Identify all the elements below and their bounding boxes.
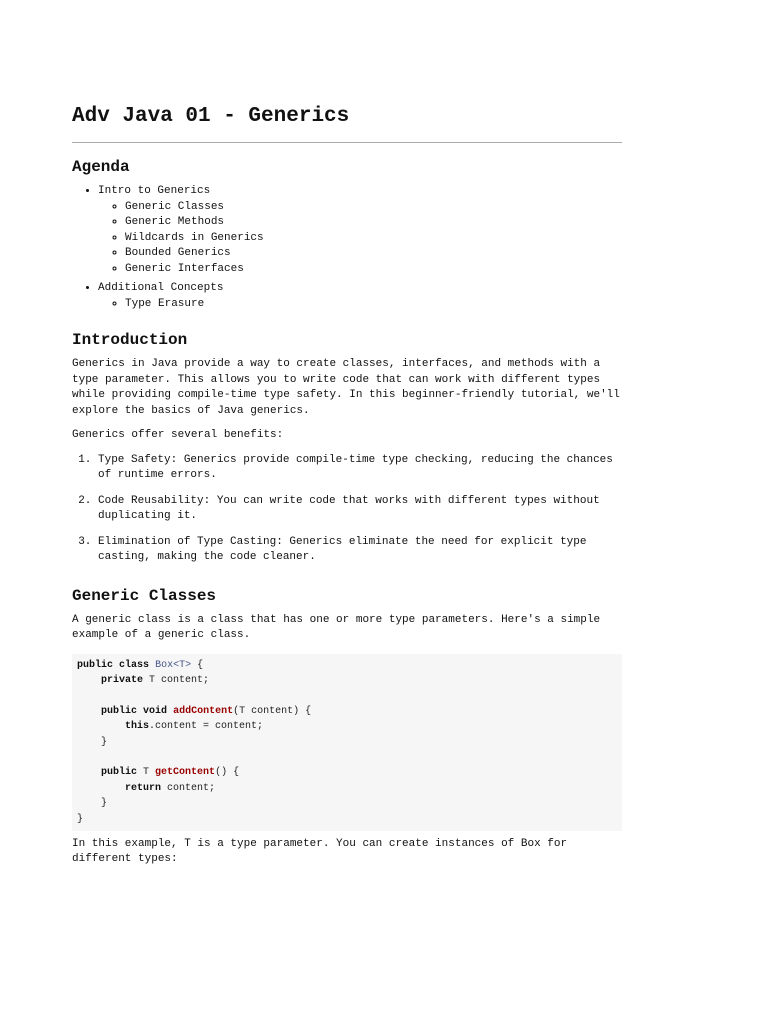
code-text: T	[137, 767, 156, 779]
benefit-item: 1. Type Safety: Generics provide compile-time type checking, reducing the chances of runtime errors.	[98, 453, 622, 484]
code-text: (T content) {	[233, 705, 312, 717]
code-keyword: void	[143, 705, 168, 717]
generic-classes-paragraph: A generic class is a class that has one or more type parameters. Here's a simple example of a generic class.	[72, 613, 601, 641]
agenda-item-label: Intro to Generics	[98, 185, 211, 197]
agenda-item	[98, 184, 622, 277]
agenda-list	[72, 184, 622, 312]
code-method-name: addContent	[173, 705, 234, 717]
code-text: content;	[161, 782, 216, 794]
code-text: }	[101, 736, 108, 748]
benefits-list	[72, 453, 622, 566]
agenda-subitem: ◦ Wildcards in Generics	[125, 231, 622, 247]
benefit-item: 3. Elimination of Type Casting: Generics eliminate the need for explicit type casting, making the code cleaner.	[98, 535, 622, 566]
agenda-item-label: Additional Concepts	[98, 282, 224, 294]
code-text: () {	[215, 767, 240, 779]
code-text: T content;	[143, 674, 210, 686]
code-text: }	[101, 798, 108, 810]
agenda-subitem: ◦ Generic Interfaces	[125, 262, 622, 278]
code-text: {	[191, 659, 204, 671]
intro-paragraph: Generics in Java provide a way to create classes, interfaces, and methods with a type parameter. This allows you to write code that can work with different types while providing compile-time type safety. In this beginner-friendly tutorial, we'll explore the basics of Java generics.	[72, 358, 620, 417]
generic-classes-followup: In this example, T is a type parameter. You can create instances of Box for different types:	[72, 837, 568, 866]
agenda-subitem: ◦ Generic Classes	[125, 200, 622, 216]
title-divider	[72, 142, 622, 143]
page-title: Adv Java 01 - Generics	[72, 105, 350, 128]
code-keyword: class	[119, 659, 150, 671]
code-block	[72, 654, 622, 831]
agenda-subitem: ◦ Generic Methods	[125, 215, 622, 231]
introduction-heading: Introduction	[72, 331, 188, 349]
code-type-param: <T>	[173, 659, 192, 671]
code-text: }	[77, 813, 84, 825]
benefits-intro: Generics offer several benefits:	[72, 429, 284, 441]
code-keyword: private	[101, 674, 144, 686]
agenda-heading: Agenda	[72, 158, 130, 176]
agenda-sublist	[98, 200, 622, 278]
generic-classes-heading: Generic Classes	[72, 586, 217, 605]
agenda-item	[98, 281, 622, 312]
agenda-subitem: ◦ Type Erasure	[125, 297, 622, 313]
code-keyword: public	[101, 705, 138, 717]
code-keyword: public	[77, 659, 114, 671]
agenda-subitem: ◦ Bounded Generics	[125, 246, 622, 262]
code-keyword: return	[125, 782, 162, 794]
code-keyword: this	[125, 721, 150, 733]
code-method-name: getContent	[155, 767, 216, 779]
code-keyword: public	[101, 767, 138, 779]
document-page	[72, 100, 622, 877]
code-class-name: Box	[155, 659, 174, 671]
benefit-item: 2. Code Reusability: You can write code that works with different types without duplicating it.	[98, 494, 622, 525]
code-text: .content = content;	[149, 721, 264, 733]
agenda-sublist	[98, 297, 622, 313]
